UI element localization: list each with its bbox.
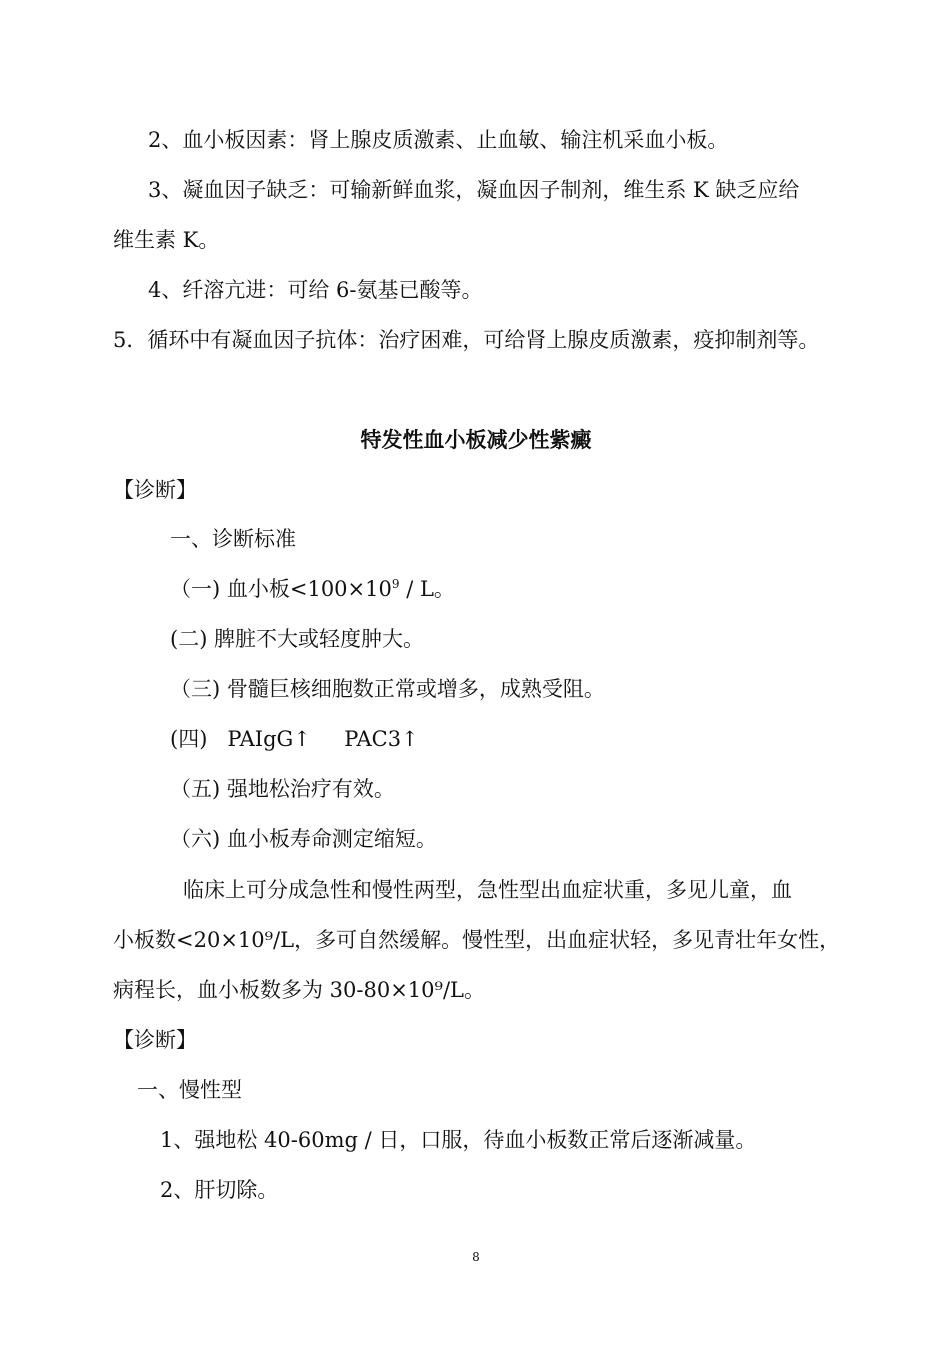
diagnosis-heading: 【诊断】 bbox=[113, 478, 197, 502]
chronic-type-heading: 一、慢性型 bbox=[137, 1078, 242, 1102]
treatment-1: 1、强地松 40-60mg / 日，口服，待血小板数正常后逐渐减量。 bbox=[160, 1128, 757, 1152]
body-line-coagulation-deficiency: 3、凝血因子缺乏：可输新鲜血浆，凝血因子制剂，维生系 K 缺乏应给 bbox=[148, 178, 800, 202]
clinical-paragraph-line-2: 小板数<20×10⁹/L，多可自然缓解。慢性型，出血症状轻，多见青壮年女性， bbox=[113, 928, 841, 952]
criterion-6: （六) 血小板寿命测定缩短。 bbox=[170, 827, 437, 851]
criterion-2: (二) 脾脏不大或轻度肿大。 bbox=[170, 627, 425, 651]
body-line-fibrinolysis: 4、纤溶亢进：可给 6-氨基已酸等。 bbox=[148, 278, 483, 302]
criterion-5: （五) 强地松治疗有效。 bbox=[170, 777, 395, 801]
body-line-antibody: 5．循环中有凝血因子抗体：治疗困难，可给肾上腺皮质激素，疫抑制剂等。 bbox=[113, 328, 820, 352]
criterion-1-exponent: 9 bbox=[391, 577, 400, 591]
body-line-platelet-factors: 2、血小板因素：肾上腺皮质激素、止血敏、输注机采血小板。 bbox=[148, 128, 729, 152]
body-line-vitamin-k: 维生素 K。 bbox=[113, 228, 220, 252]
section-title: 特发性血小板减少性紫癜 bbox=[360, 428, 592, 452]
diagnosis-criteria-heading: 一、诊断标准 bbox=[170, 527, 296, 551]
page-number: 8 bbox=[472, 1250, 480, 1264]
clinical-paragraph-line-3: 病程长，血小板数多为 30-80×10⁹/L。 bbox=[113, 978, 485, 1002]
criterion-1-unit: / L。 bbox=[399, 577, 455, 601]
treatment-2: 2、肝切除。 bbox=[160, 1178, 279, 1202]
clinical-paragraph-line-1: 临床上可分成急性和慢性两型，急性型出血症状重，多见儿童，血 bbox=[183, 878, 792, 902]
criterion-1 bbox=[170, 575, 455, 603]
criterion-4: (四) PAIgG↑ PAC3↑ bbox=[170, 727, 419, 751]
criterion-1-text: （一) 血小板<100×10 bbox=[170, 577, 392, 601]
criterion-3: （三) 骨髓巨核细胞数正常或增多，成熟受阻。 bbox=[170, 677, 605, 701]
diagnosis-heading-2: 【诊断】 bbox=[113, 1028, 197, 1052]
